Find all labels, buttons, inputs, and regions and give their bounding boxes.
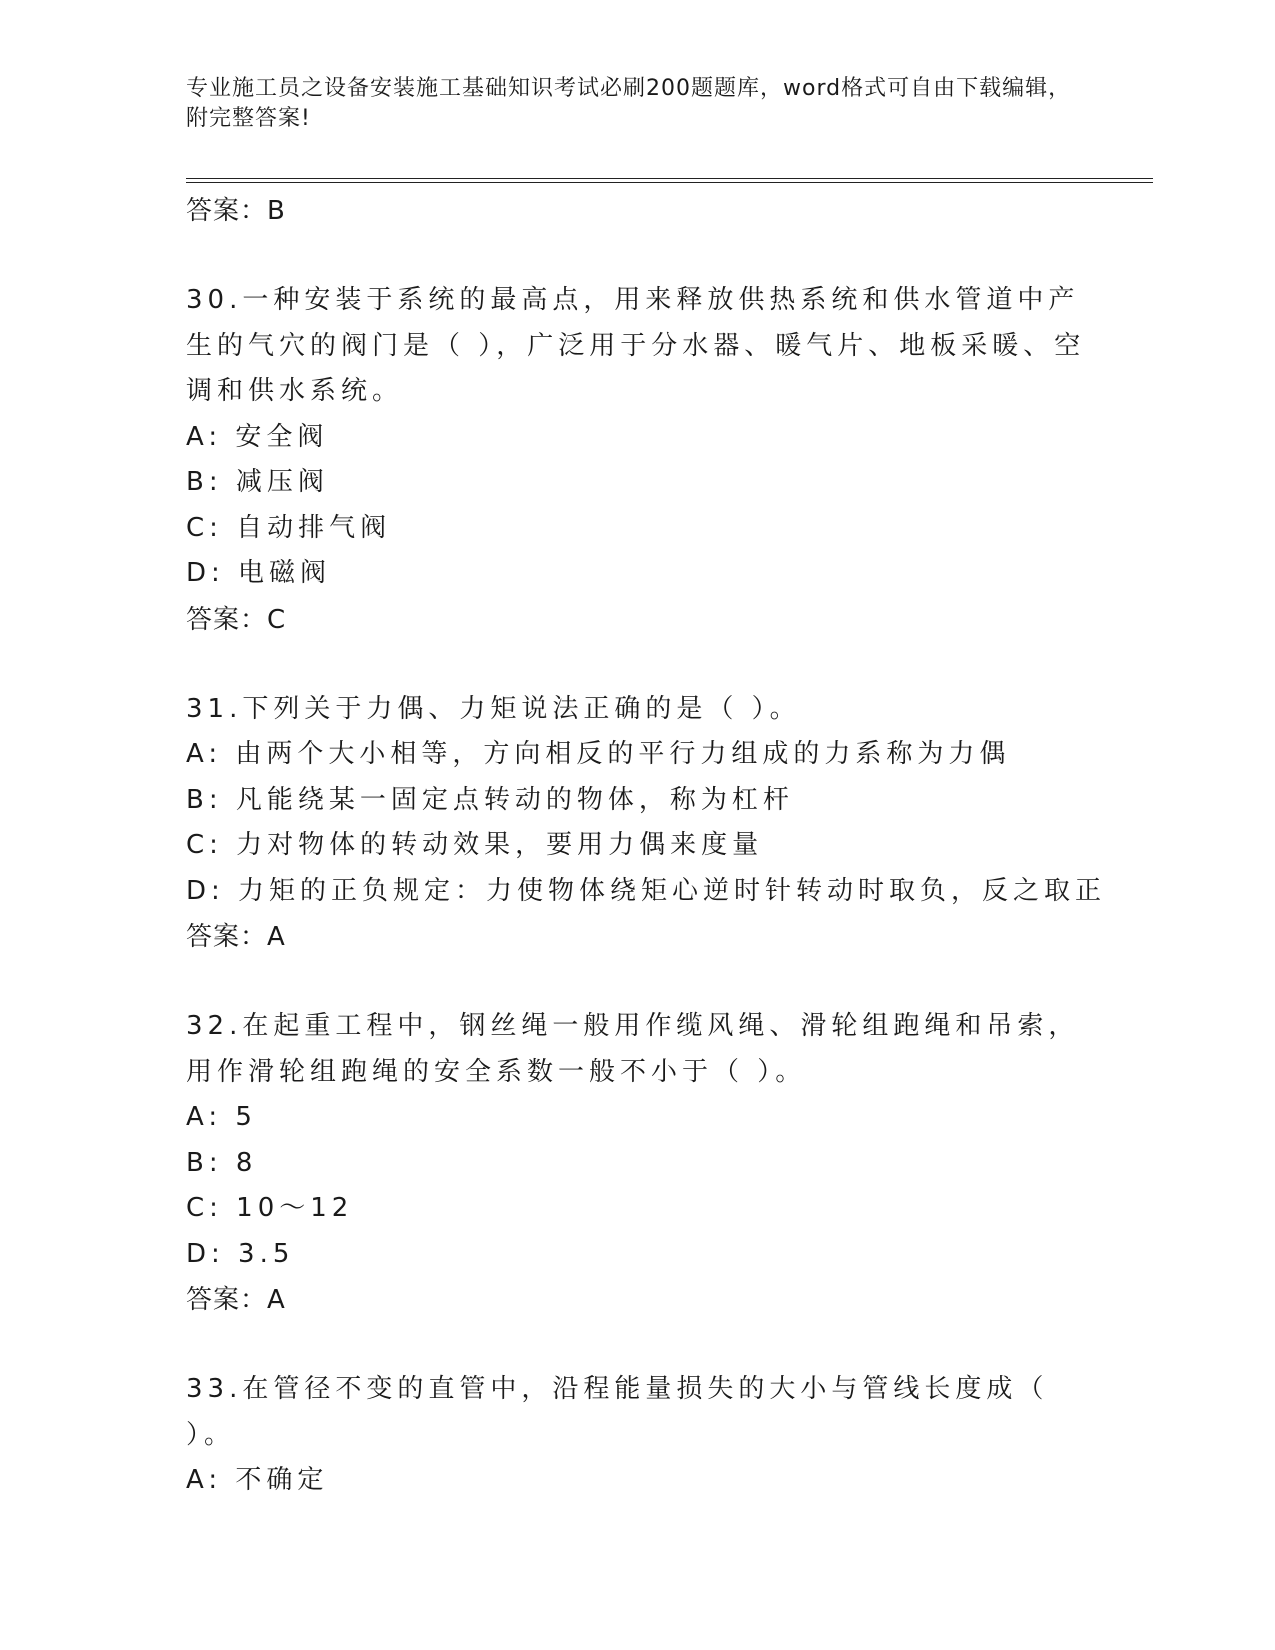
question-stem: 30.一种安装于系统的最高点，用来释放供热系统和供水管道中产生的气穴的阀门是（ ），广泛用于分水器、暖气片、地板采暖、空调和供水系统。	[186, 285, 1086, 406]
question-30	[186, 278, 1086, 643]
option-c: C: 10～12	[186, 1193, 354, 1223]
option-c: C: 自动排气阀	[186, 512, 392, 543]
document-title: 专业施工员之设备安装施工基础知识考试必刷200题题库，word格式可自由下载编辑，附完整答案!	[186, 76, 1072, 131]
option-b: B: 8	[186, 1147, 258, 1178]
question-32	[186, 1004, 1086, 1323]
option-a: A: 由两个大小相等，方向相反的平行力组成的力系称为力偶	[186, 739, 1011, 769]
header-divider	[186, 178, 1153, 183]
question-stem: 33.在管径不变的直管中，沿程能量损失的大小与管线长度成（ ）。	[186, 1374, 1049, 1450]
page-header	[186, 74, 1086, 134]
answer-line: 答案：C	[186, 604, 287, 635]
option-a: A: 5	[186, 1102, 257, 1132]
option-a: A: 不确定	[186, 1465, 329, 1495]
option-d: D: 3.5	[186, 1238, 295, 1269]
question-stem: 31.下列关于力偶、力矩说法正确的是（ ）。	[186, 693, 801, 724]
answer-line: 答案：A	[186, 1285, 286, 1315]
option-c: C: 力对物体的转动效果，要用力偶来度量	[186, 830, 764, 860]
question-list	[186, 188, 1107, 1504]
question-31	[186, 687, 1107, 961]
question-33	[186, 1367, 1086, 1504]
option-b: B: 凡能绕某一固定点转动的物体，称为杠杆	[186, 784, 794, 815]
option-d: D: 力矩的正负规定：力使物体绕矩心逆时针转动时取负，反之取正	[186, 875, 1107, 906]
answer-line: 答案：B	[186, 196, 286, 226]
answer-line: 答案：A	[186, 922, 286, 952]
option-b: B: 减压阀	[186, 467, 329, 497]
question-stem: 32.在起重工程中，钢丝绳一般用作缆风绳、滑轮组跑绳和吊索，用作滑轮组跑绳的安全系数一般不小于（ ）。	[186, 1011, 1080, 1087]
option-a: A: 安全阀	[186, 421, 329, 452]
option-d: D: 电磁阀	[186, 558, 332, 588]
